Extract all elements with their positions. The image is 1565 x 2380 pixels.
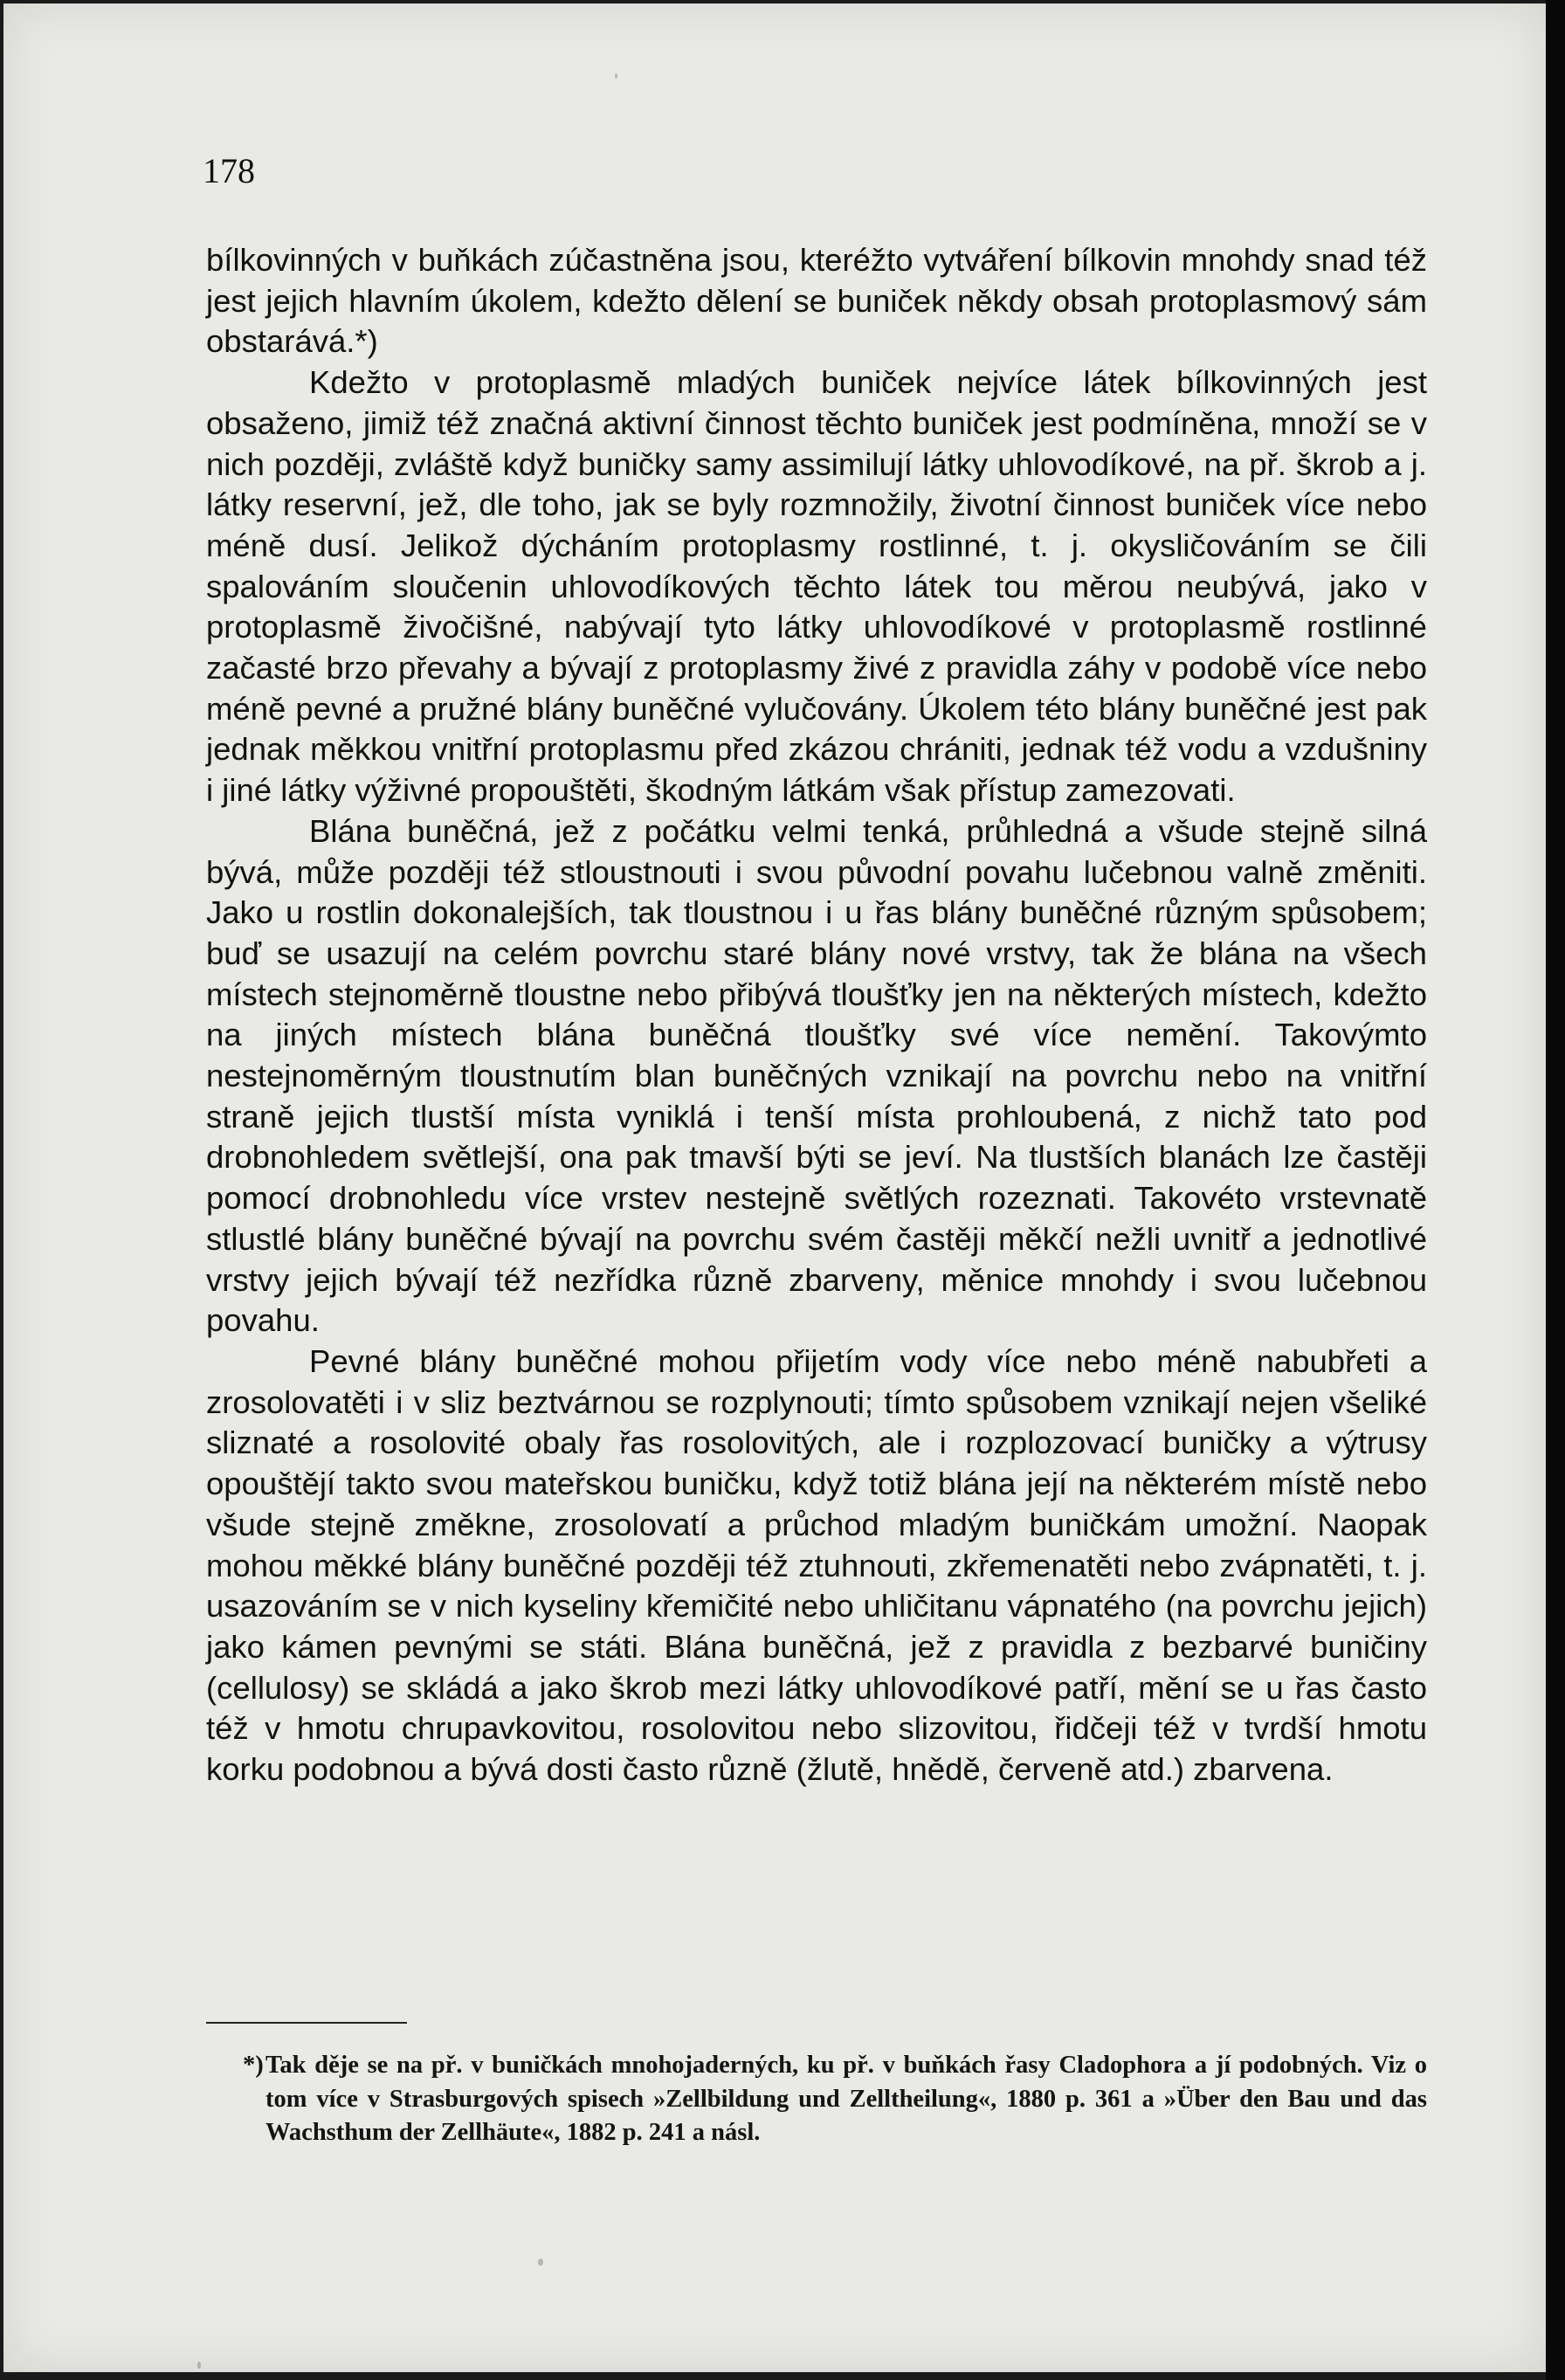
paragraph-3: Blána buněčná, jež z počátku velmi tenká, průhledná a všude stejně silná bývá, může později též stloustnouti i svou původní povahu lučebnou valně změniti. Jako u rostlin dokonalejších, tak tloustnou i u řas blány buněčné různým spůsobem; buď se usazují na celém povrchu staré blány nové vrstvy, tak že blána na všech místech stejnoměrně tloustne nebo přibývá tloušťky jen na některých místech, kdežto na jiných místech blána buněčná tloušťky své více nemění. Takovýmto nestejnoměrným tloustnutím blan buněčných vznikají na povrchu nebo na vnitřní straně jejich tlustší místa vyniklá i tenší místa prohloubená, z nichž tato pod drobnohledem světlejší, ona pak tmavší býti se jeví. Na tlustších blanách lze častěji pomocí drobnohledu více vrstev nestejně světlých rozeznati. Takovéto vrstevnatě stlustlé blány buněčné bývají na povrchu svém častěji měkčí nežli uvnitř a jednotlivé vrstvy jejich bývají též nezřídka různě zbarveny, měnice mnohdy i svou lučebnou povahu. [206, 812, 1427, 1339]
paragraph-2: Kdežto v protoplasmě mladých buniček nejvíce látek bílkovinných jest obsaženo, jimiž též značná aktivní činnost těchto buniček jest podmíněna, množí se v nich později, zvláště když buničky samy assimilují látky uhlovodíkové, na př. škrob a j. látky reservní, jež, dle toho, jak se byly rozmnožily, životní činnost buniček více nebo méně dusí. Jelikož dýcháním protoplasmy rostlinné, t. j. okysličováním se čili spalováním sloučenin uhlovodíkových těchto látek tou měrou neubývá, jako v protoplasmě živočišné, nabývají tyto látky uhlovodíkové v protoplasmě rostlinné začasté brzo převahy a bývají z protoplasmy živé z pravidla záhy v podobě více nebo méně pevné a pružné blány buněčné vylučovány. Úkolem této blány buněčné jest pak jednak měkkou vnitřní protoplasmu před zkázou chrániti, jednak též vodu a vzdušniny i jiné látky výživné propouštěti, škodným látkám však přístup zamezovati. [206, 364, 1427, 809]
scan-border [1546, 0, 1565, 2380]
footnote-divider [206, 2022, 407, 2024]
paper-speck [538, 2259, 543, 2266]
body-text [206, 240, 1427, 1790]
paragraph-4: Pevné blány buněčné mohou přijetím vody více nebo méně nabubřeti a zrosolovatěti i v sliz beztvárnou se rozplynouti; tímto spůsobem vznikají nejen všeliké sliznaté a rosolovité obaly řas rosolovitých, ale i rozplozovací buničky a výtrusy opouštějí takto svou mateřskou buničku, když totiž blána její na některém místě nebo všude stejně změkne, zrosolovatí a průchod mladým buničkám umožní. Naopak mohou měkké blány buněčné později též ztuhnouti, zkřemenatěti nebo zvápnatěti, t. j. usazováním se v nich kyseliny křemičité nebo uhličitanu vápnatého (na povrchu jejich) jako kámen pevnými se státi. Blána buněčná, jež z pravidla z bezbarvé buničiny (cellulosy) se skládá a jako škrob mezi látky uhlovodíkové patří, mění se u řas často též v hmotu chrupavkovitou, rosolovitou nebo slizovitou, řidčeji též v tvrdší hmotu korku podobnou a bývá dosti často různě (žlutě, hnědě, červeně atd.) zbarvena. [206, 1342, 1427, 1788]
paper-speck [197, 2362, 201, 2369]
book-page [3, 3, 1546, 2372]
footnote: *)Tak děje se na př. v buničkách mnohojaderných, ku př. v buňkách řasy Cladophora a jí podobných. Viz o tom více v Strasburgových spisech »Zellbildung und Zelltheilung«, 1880 p. 361 a »Über den Bau und das Wachsthum der Zellhäute«, 1882 p. 241 a násl. [243, 2052, 1427, 2146]
paragraph-1: bílkovinných v buňkách zúčastněna jsou, kteréžto vytváření bílkovin mnohdy snad též jest jejich hlavním úkolem, kdežto dělení se buniček někdy obsah protoplasmový sám obstarává.*) [206, 242, 1427, 360]
paper-speck [615, 73, 617, 79]
page-number: 178 [203, 151, 255, 190]
footnote-text: Tak děje se na př. v buničkách mnohojaderných, ku př. v buňkách řasy Cladophora a jí podobných. Viz o tom více v Strasburgových spisech »Zellbildung und Zelltheilung«, 1880 p. 361 a »Über den Bau und das Wachsthum der Zellhäute«, 1882 p. 241 a násl. [265, 2052, 1427, 2146]
